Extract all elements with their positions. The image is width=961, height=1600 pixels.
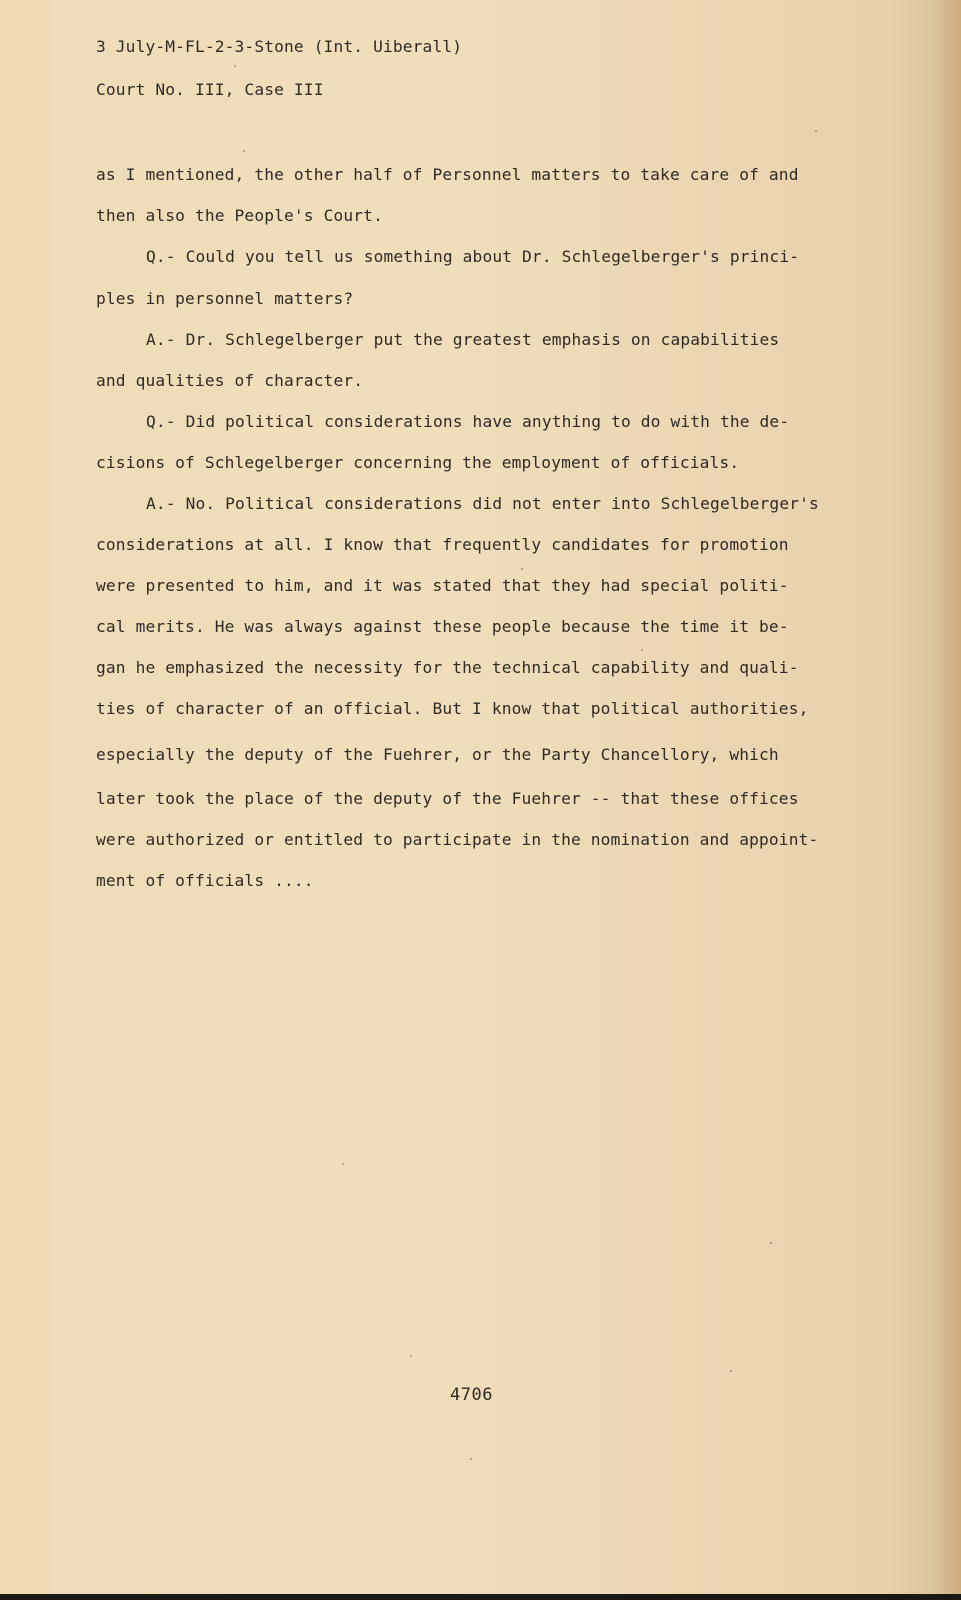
transcript-line: as I mentioned, the other half of Personnel matters to take care of and bbox=[96, 165, 799, 184]
answer-line: A.- Dr. Schlegelberger put the greatest emphasis on capabilities bbox=[146, 330, 780, 349]
transcript-line: cal merits. He was always against these people because the time it be- bbox=[96, 617, 789, 636]
paper-speck bbox=[234, 65, 236, 67]
paper-speck bbox=[342, 1163, 344, 1165]
header-line-2: Court No. III, Case III bbox=[96, 80, 324, 99]
transcript-line: were presented to him, and it was stated that they had special politi- bbox=[96, 576, 789, 595]
scan-bottom-edge bbox=[0, 1594, 961, 1600]
transcript-line: especially the deputy of the Fuehrer, or the Party Chancellory, which bbox=[96, 745, 779, 764]
answer-line: A.- No. Political considerations did not enter into Schlegelberger's bbox=[146, 494, 819, 513]
transcript-line: later took the place of the deputy of the Fuehrer -- that these offices bbox=[96, 789, 799, 808]
question-line: Q.- Could you tell us something about Dr. Schlegelberger's princi- bbox=[146, 247, 800, 266]
transcript-line: ples in personnel matters? bbox=[96, 289, 354, 308]
transcript-line: ties of character of an official. But I know that political authorities, bbox=[96, 699, 809, 718]
transcript-line: considerations at all. I know that frequently candidates for promotion bbox=[96, 535, 789, 554]
transcript-line: were authorized or entitled to participate in the nomination and appoint- bbox=[96, 830, 819, 849]
transcript-line: gan he emphasized the necessity for the technical capability and quali- bbox=[96, 658, 799, 677]
transcript-line: then also the People's Court. bbox=[96, 206, 383, 225]
paper-speck bbox=[470, 1458, 472, 1460]
transcript-line: ment of officials .... bbox=[96, 871, 314, 890]
paper-speck bbox=[641, 649, 643, 651]
paper-edge-shadow bbox=[935, 0, 961, 1600]
paper-speck bbox=[815, 130, 817, 132]
header-line-1: 3 July-M-FL-2-3-Stone (Int. Uiberall) bbox=[96, 37, 463, 56]
question-line: Q.- Did political considerations have anything to do with the de- bbox=[146, 412, 790, 431]
transcript-line: and qualities of character. bbox=[96, 371, 364, 390]
page-number: 4706 bbox=[450, 1385, 493, 1405]
paper-speck bbox=[730, 1370, 732, 1372]
paper-speck bbox=[410, 1355, 412, 1357]
paper-speck bbox=[770, 1242, 772, 1244]
paper-speck bbox=[521, 568, 523, 570]
paper-speck bbox=[243, 150, 245, 152]
transcript-line: cisions of Schlegelberger concerning the employment of officials. bbox=[96, 453, 740, 472]
